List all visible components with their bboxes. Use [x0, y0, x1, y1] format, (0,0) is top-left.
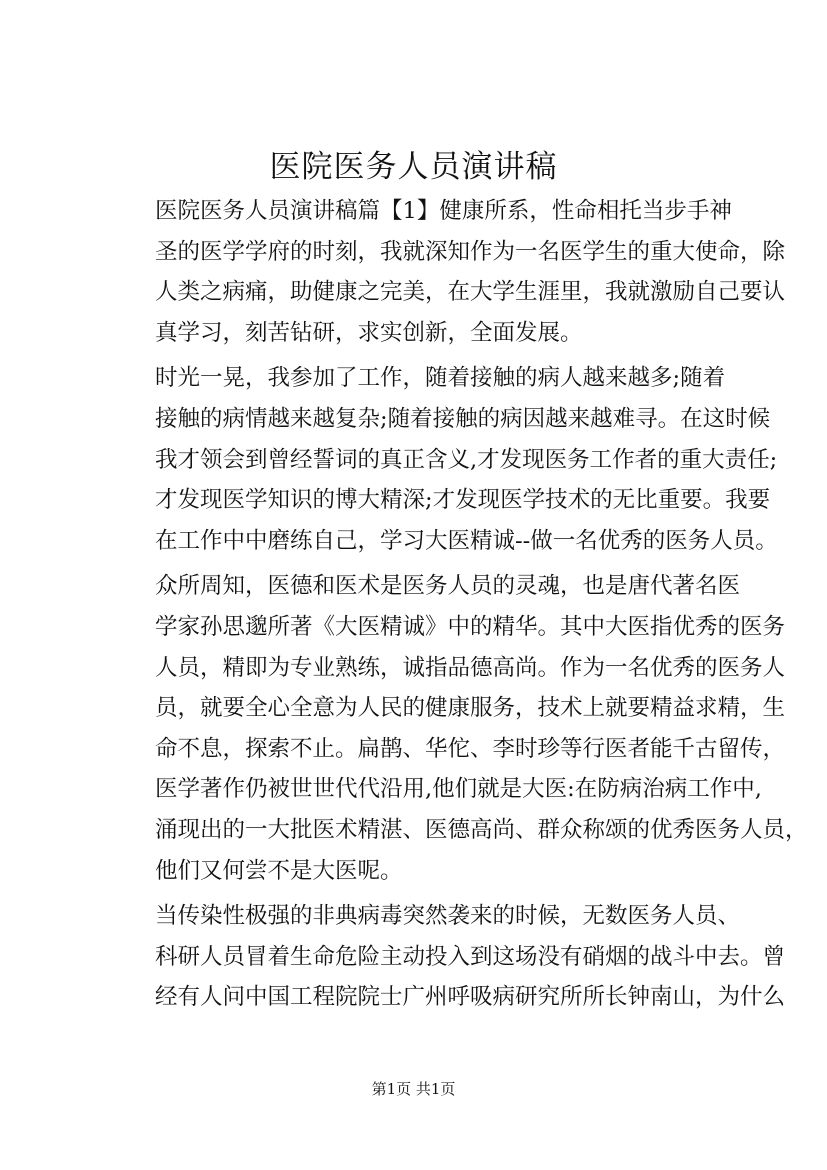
paragraph-line: 医学著作仍被世世代代沿用,他们就是大医:在防病治病工作中, [155, 776, 762, 803]
paragraph-line: 医院医务人员演讲稿篇【1】健康所系，性命相托当步手神 [155, 198, 732, 224]
paragraph-line: 命不息，探索不止。扁鹊、华佗、李时珍等行医者能千古留传， [155, 735, 786, 762]
paragraph-line: 才发现医学知识的博大精深;才发现医学技术的无比重要。我要 [155, 487, 771, 514]
paragraph-line: 涌现出的一大批医术精湛、医德高尚、群众称颂的优秀医务人员， [155, 816, 808, 843]
paragraph-line: 经有人问中国工程院院士广州呼吸病研究所所长钟南山，为什么 [155, 984, 786, 1011]
paragraph-4 [110, 896, 786, 1018]
paragraph-1 [110, 191, 786, 353]
paragraph-line: 时光一晃，我参加了工作，随着接触的病人越来越多;随着 [155, 365, 726, 392]
paragraph-line: 在工作中中磨练自己，学习大医精诚--做一名优秀的医务人员。 [155, 527, 778, 554]
paragraph-line: 当传染性极强的非典病毒突然袭来的时候，无数医务人员、 [155, 903, 741, 930]
paragraph-line: 圣的医学学府的时刻，我就深知作为一名医学生的重大使命，除 [155, 238, 786, 265]
document-title: 医院医务人员演讲稿 [269, 149, 558, 185]
paragraph-line: 我才领会到曾经誓词的真正含义,才发现医务工作者的重大责任; [155, 446, 778, 473]
paragraph-2 [110, 358, 778, 561]
paragraph-line: 接触的病情越来越复杂;随着接触的病因越来越难寻。在这时候 [155, 405, 771, 432]
paragraph-line: 员，就要全心全意为人民的健康服务，技术上就要精益求精，生 [155, 695, 786, 722]
paragraph-line: 众所周知，医德和医术是医务人员的灵魂，也是唐代著名医 [155, 573, 741, 600]
document-body [110, 191, 808, 1023]
paragraph-line: 人类之病痛，助健康之完美，在大学生涯里，我就激励自己要认 [155, 279, 786, 306]
paragraph-line: 人员，精即为专业熟练，诚指品德高尚。作为一名优秀的医务人 [155, 654, 786, 681]
paragraph-line: 科研人员冒着生命危险主动投入到这场没有硝烟的战斗中去。曾 [155, 943, 786, 970]
paragraph-line: 他们又何尝不是大医呢。 [155, 857, 403, 884]
page-footer: 第1页 共1页 [371, 1080, 456, 1098]
paragraph-3 [110, 566, 808, 891]
paragraph-line: 真学习，刻苦钻研，求实创新，全面发展。 [155, 319, 583, 346]
paragraph-line: 学家孙思邈所著《大医精诚》中的精华。其中大医指优秀的医务 [155, 613, 786, 640]
